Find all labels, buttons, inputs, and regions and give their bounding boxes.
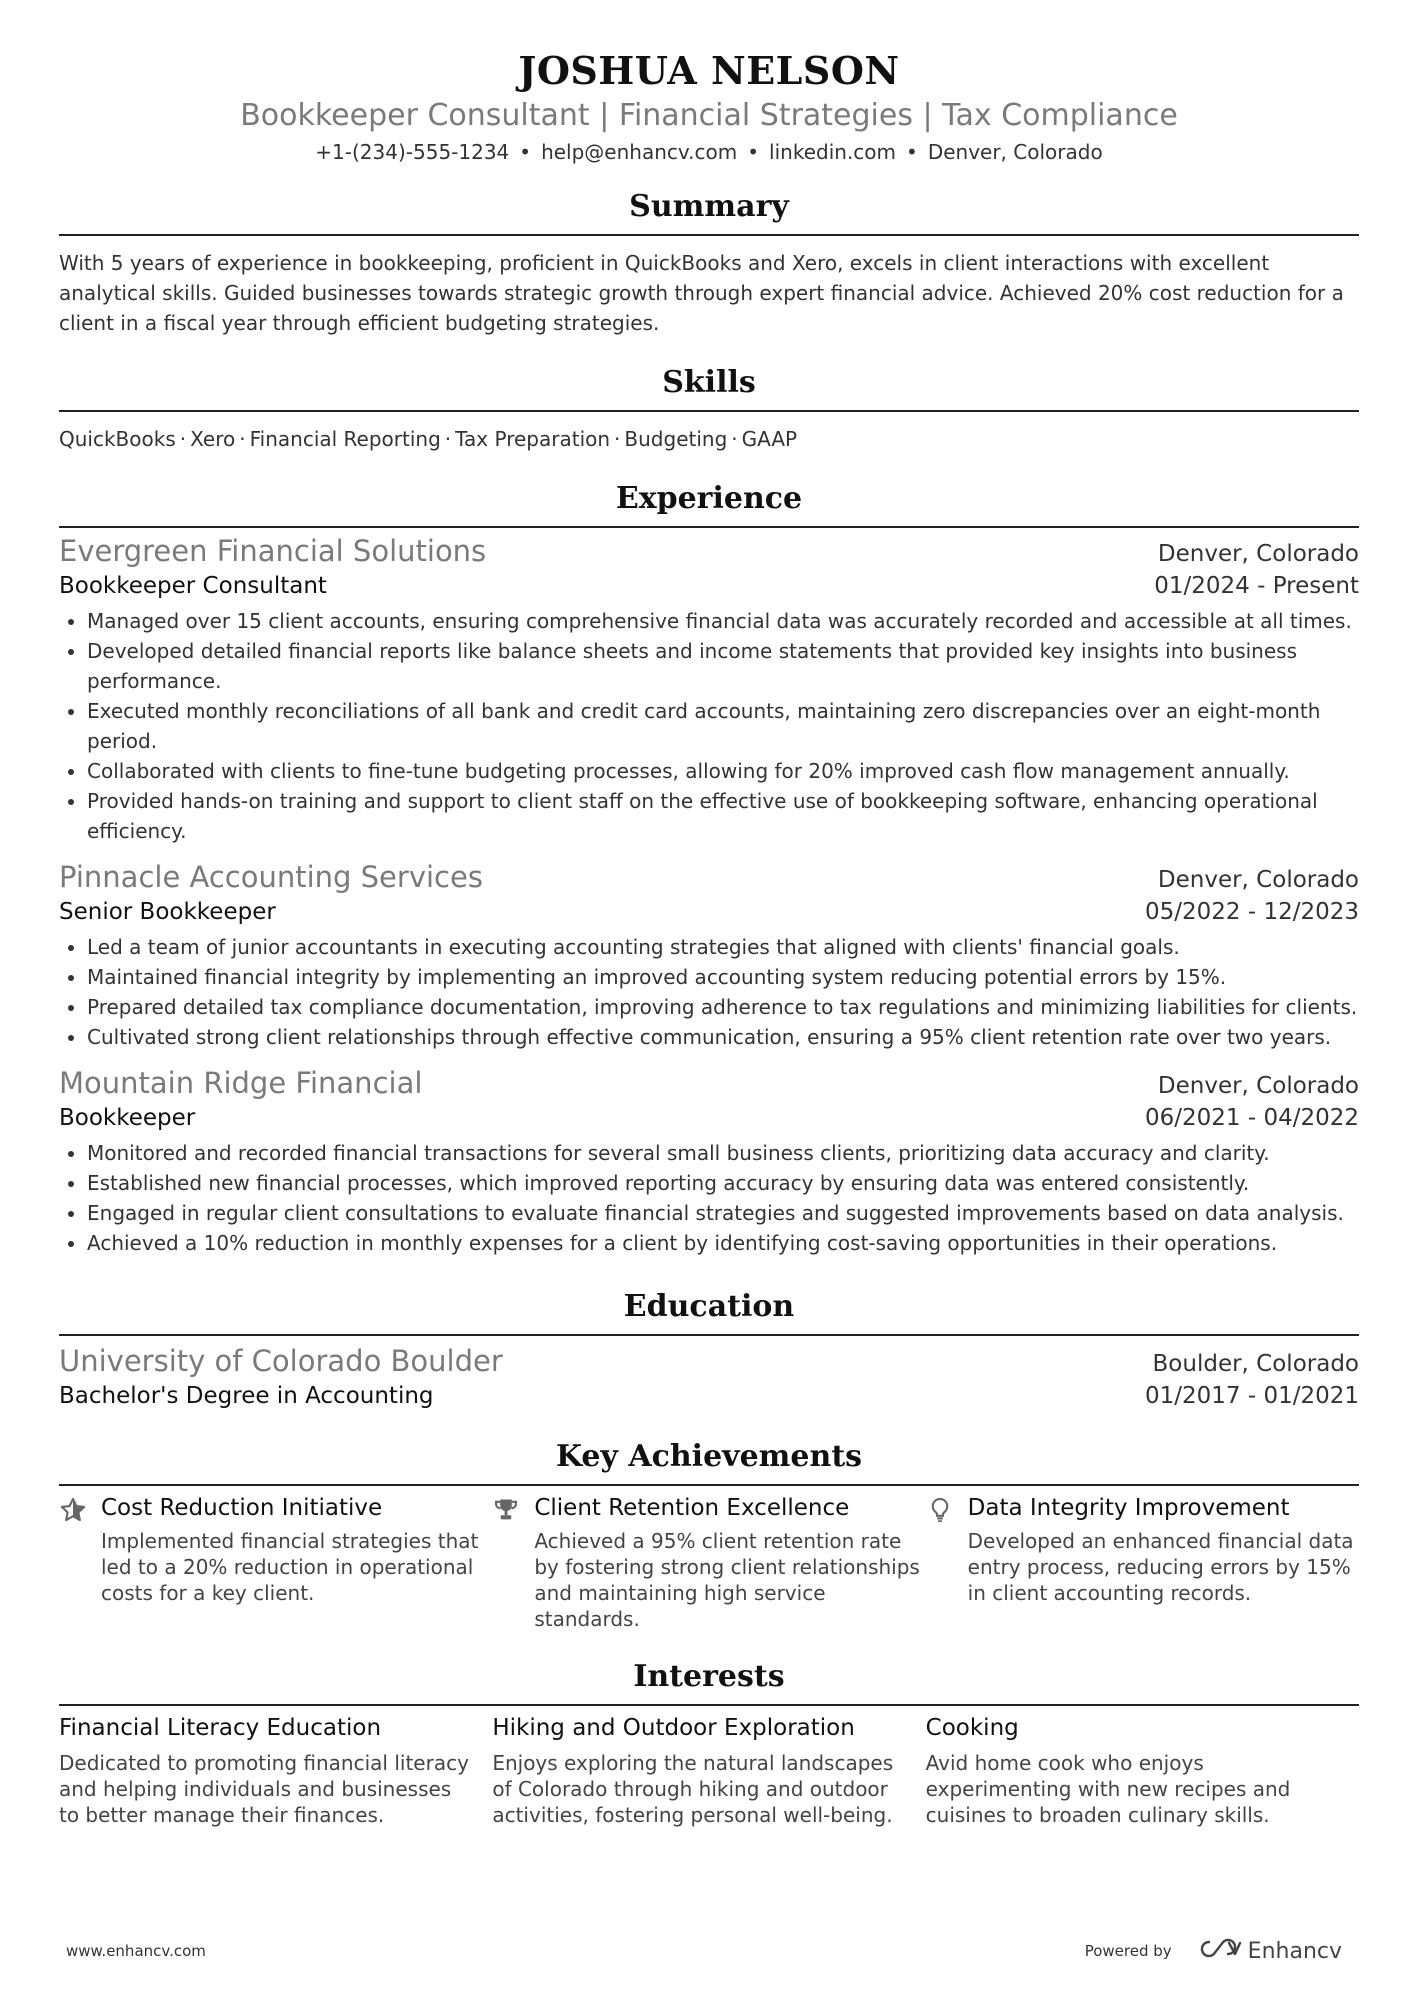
lightbulb-icon: [926, 1492, 968, 1632]
skill-item: Financial Reporting: [249, 427, 441, 451]
contact-phone: +1-(234)-555-1234: [315, 140, 510, 164]
job-role: Bookkeeper: [59, 1105, 196, 1131]
section-heading: Interests: [59, 1658, 1359, 1706]
experience-section: [59, 480, 1359, 1258]
achievement-desc: Achieved a 95% client retention rate by fostering strong client relationships and maintaining high service standards.: [534, 1529, 920, 1631]
skill-item: GAAP: [741, 427, 798, 451]
job-location: Denver, Colorado: [1157, 867, 1359, 893]
skill-item: Budgeting: [624, 427, 728, 451]
separator-dot: •: [519, 140, 532, 164]
achievement-item: [926, 1492, 1359, 1632]
contact-line: [59, 138, 1359, 166]
skill-separator: ·: [239, 427, 246, 451]
job-entry: [59, 858, 1359, 1052]
section-heading: Education: [59, 1288, 1359, 1336]
star-icon: [59, 1492, 101, 1632]
education-header-row: [59, 1342, 1359, 1380]
candidate-title: Bookkeeper Consultant | Financial Strategies | Tax Compliance: [240, 98, 1178, 133]
footer-brand-name: Enhancv: [1247, 1938, 1342, 1964]
achievement-desc: Implemented financial strategies that led to a 20% reduction in operational costs for a key client.: [101, 1529, 479, 1605]
achievement-title: Data Integrity Improvement: [967, 1495, 1290, 1521]
achievement-body: [968, 1492, 1358, 1632]
education-degree-row: [59, 1380, 1359, 1412]
achievements-grid: [59, 1492, 1359, 1632]
skill-separator: ·: [731, 427, 738, 451]
footer-powered-label: Powered by: [1084, 1942, 1172, 1960]
job-role: Bookkeeper Consultant: [59, 573, 327, 599]
job-bullet: • Managed over 15 client accounts, ensuring comprehensive financial data was accurately recorded and accessible at all times.: [87, 606, 1359, 636]
section-heading: Key Achievements: [59, 1438, 1359, 1486]
job-bullet: • Executed monthly reconciliations of all bank and credit card accounts, maintaining zero discrepancies over an eight-month period.: [87, 696, 1359, 756]
skill-item: QuickBooks: [59, 427, 176, 451]
interest-title: Financial Literacy Education: [59, 1715, 382, 1741]
job-role-row: [59, 570, 1359, 602]
job-location: Denver, Colorado: [1157, 1073, 1359, 1099]
achievement-title: Cost Reduction Initiative: [101, 1495, 383, 1521]
section-heading: Experience: [59, 480, 1359, 528]
job-bullets: [59, 1138, 1359, 1258]
job-bullet: • Established new financial processes, which improved reporting accuracy by ensuring data was entered consistently.: [87, 1168, 1359, 1198]
job-bullet: • Achieved a 10% reduction in monthly expenses for a client by identifying cost-saving opportunities in their operations.: [87, 1228, 1359, 1258]
resume-header: [59, 0, 1359, 166]
skill-item: Xero: [190, 427, 236, 451]
resume-content: [59, 0, 1359, 1828]
job-entry: [59, 532, 1359, 846]
achievement-item: [492, 1492, 925, 1632]
interest-desc: Enjoys exploring the natural landscapes of Colorado through hiking and outdoor activities, fostering personal well-being.: [492, 1751, 894, 1827]
job-header-row: [59, 1064, 1359, 1102]
skills-section: [59, 364, 1359, 454]
footer-site-link[interactable]: www.enhancv.com: [66, 1942, 206, 1960]
skill-item: Tax Preparation: [455, 427, 611, 451]
interest-title: Cooking: [925, 1715, 1019, 1741]
contact-location: Denver, Colorado: [927, 140, 1103, 164]
job-bullet: • Prepared detailed tax compliance documentation, improving adherence to tax regulations and minimizing liabilities for clients.: [87, 992, 1359, 1022]
job-dates: 06/2021 - 04/2022: [1144, 1105, 1359, 1131]
interest-title: Hiking and Outdoor Exploration: [492, 1715, 855, 1741]
achievements-section: [59, 1438, 1359, 1632]
achievement-body: [101, 1492, 491, 1632]
achievement-desc: Developed an enhanced financial data entry process, reducing errors by 15% in client accounting records.: [967, 1529, 1354, 1605]
education-school: University of Colorado Boulder: [59, 1344, 503, 1378]
section-heading: Summary: [59, 188, 1359, 236]
job-dates: 05/2022 - 12/2023: [1144, 899, 1359, 925]
job-role-row: [59, 896, 1359, 928]
job-location: Denver, Colorado: [1157, 541, 1359, 567]
job-bullet: • Engaged in regular client consultations to evaluate financial strategies and suggested improvements based on data analysis.: [87, 1198, 1359, 1228]
interest-item: [492, 1712, 925, 1828]
job-company: Evergreen Financial Solutions: [59, 534, 487, 568]
section-heading: Skills: [59, 364, 1359, 412]
job-bullet: • Monitored and recorded financial transactions for several small business clients, prioritizing data accuracy and clarity.: [87, 1138, 1359, 1168]
interests-grid: [59, 1712, 1359, 1828]
job-header-row: [59, 858, 1359, 896]
job-bullets: [59, 606, 1359, 846]
summary-section: [59, 188, 1359, 338]
skill-separator: ·: [614, 427, 621, 451]
job-bullet: • Cultivated strong client relationships through effective communication, ensuring a 95% client retention rate over two years.: [87, 1022, 1359, 1052]
enhancv-logo-icon: [1198, 1938, 1242, 1964]
interests-section: [59, 1658, 1359, 1828]
separator-dot: •: [747, 140, 760, 164]
interest-desc: Dedicated to promoting financial literacy and helping individuals and businesses to better manage their finances.: [59, 1751, 469, 1827]
job-bullet: • Maintained financial integrity by implementing an improved accounting system reducing potential errors by 15%.: [87, 962, 1359, 992]
job-header-row: [59, 532, 1359, 570]
summary-text: With 5 years of experience in bookkeeping, proficient in QuickBooks and Xero, excels in client interactions with excellent analytical skills. Guided businesses towards strategic growth through expert financial advice. Achieved 20% cost reduction for a client in a fiscal year through efficient budgeting strategies.: [59, 251, 1344, 335]
job-dates: 01/2024 - Present: [1154, 573, 1359, 599]
page-footer: [66, 1938, 1342, 1964]
skill-separator: ·: [179, 427, 187, 451]
job-entry: [59, 1064, 1359, 1258]
job-bullet: • Led a team of junior accountants in executing accounting strategies that aligned with clients' financial goals.: [87, 932, 1359, 962]
job-bullets: [59, 932, 1359, 1052]
job-company: Mountain Ridge Financial: [59, 1066, 423, 1100]
achievement-body: [534, 1492, 924, 1632]
job-bullet: • Collaborated with clients to fine-tune budgeting processes, allowing for 20% improved cash flow management annually.: [87, 756, 1359, 786]
achievement-title: Client Retention Excellence: [534, 1495, 850, 1521]
education-location: Boulder, Colorado: [1152, 1351, 1359, 1377]
separator-dot: •: [906, 140, 918, 164]
education-degree: Bachelor's Degree in Accounting: [59, 1383, 434, 1409]
contact-linkedin[interactable]: linkedin.com: [769, 140, 897, 164]
education-dates: 01/2017 - 01/2021: [1144, 1383, 1359, 1409]
job-role: Senior Bookkeeper: [59, 899, 276, 925]
education-section: [59, 1288, 1359, 1412]
achievement-item: [59, 1492, 492, 1632]
job-role-row: [59, 1102, 1359, 1134]
trophy-icon: [492, 1492, 534, 1632]
interest-item: [926, 1712, 1359, 1828]
interest-item: [59, 1712, 492, 1828]
job-bullet: • Developed detailed financial reports like balance sheets and income statements that provided key insights into business performance.: [87, 636, 1359, 696]
contact-email[interactable]: help@enhancv.com: [541, 140, 738, 164]
job-bullet: • Provided hands-on training and support to client staff on the effective use of bookkeeping software, enhancing operational efficiency.: [87, 786, 1359, 846]
job-company: Pinnacle Accounting Services: [59, 860, 483, 894]
skill-separator: ·: [444, 427, 452, 451]
skills-list: [59, 424, 1359, 454]
candidate-name: JOSHUA NELSON: [518, 48, 900, 93]
interest-desc: Avid home cook who enjoys experimenting with new recipes and cuisines to broaden culinary skills.: [925, 1751, 1291, 1827]
footer-brand: [1085, 1938, 1342, 1964]
